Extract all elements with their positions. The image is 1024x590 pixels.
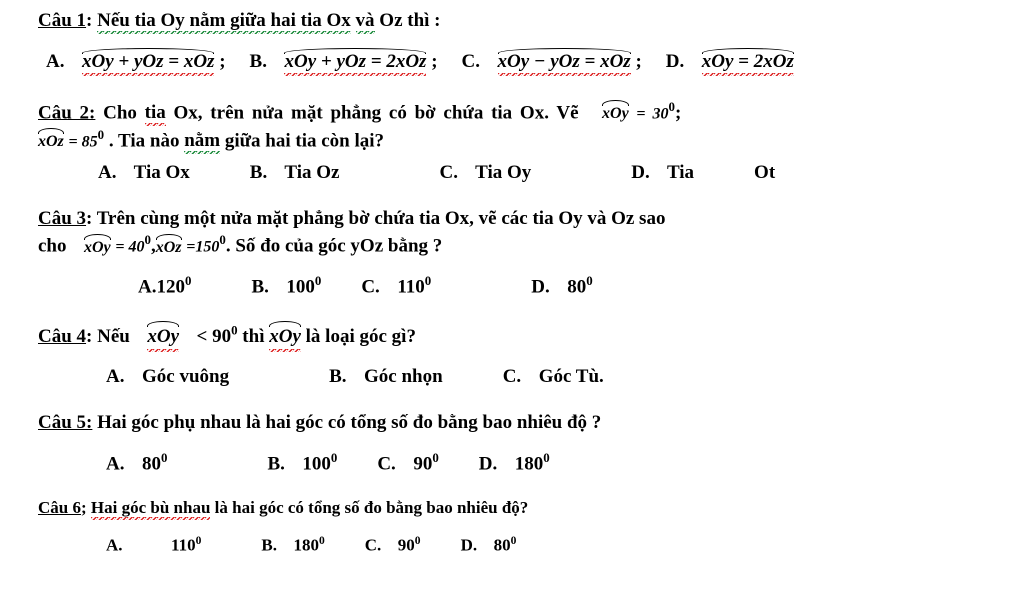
question-6-stem-1: Hai góc bù nhau: [91, 498, 211, 520]
question-1-answers: [38, 48, 1010, 76]
answer-4-B-key: B.: [329, 366, 347, 388]
question-2-angle-1-unit: 0: [668, 98, 675, 114]
answer-6-B-text: 180: [293, 535, 319, 555]
question-2-stem-3: . Tia nào: [108, 129, 180, 151]
question-2-stem-2: Ox, trên nửa mặt phẳng có bờ chứa tia Ox. Vẽ: [173, 101, 579, 123]
answer-5-C-text: 90: [413, 453, 433, 475]
answer-1-D-key: D.: [665, 50, 685, 72]
answer-3-B-key: B.: [251, 276, 269, 298]
question-block-6: [0, 497, 1024, 556]
answer-3-D-key: D.: [531, 276, 550, 298]
answer-5-B-text: 100: [302, 453, 331, 475]
question-1-stem: [38, 8, 1010, 34]
answer-5-C: [377, 450, 438, 475]
question-2-angle-1-tail: ;: [675, 101, 682, 123]
question-3-angle-2-unit: 0: [219, 232, 226, 248]
question-4-angle-2: xOy: [269, 321, 301, 353]
answer-4-C-key: C.: [502, 366, 522, 388]
answer-5-A-unit: 0: [160, 449, 168, 465]
answer-5-B-unit: 0: [330, 449, 338, 465]
answer-6-C-text: 90: [397, 535, 415, 555]
answer-6-C: [365, 534, 421, 556]
question-5-stem-1: Hai góc phụ nhau là hai góc có tổng số đo bằng bao nhiêu độ ?: [97, 412, 602, 434]
question-block-2: [0, 98, 1024, 184]
answer-2-D-text: Tia: [666, 161, 695, 183]
question-block-1: [0, 8, 1024, 76]
answer-3-C-key: C.: [361, 276, 380, 298]
answer-6-B-key: B.: [261, 535, 277, 555]
question-2-stem-4: giữa hai tia còn lại?: [224, 129, 385, 151]
answer-5-D-key: D.: [478, 453, 498, 475]
answer-2-C-key: C.: [439, 161, 458, 183]
answer-4-A-text: Góc vuông: [141, 366, 230, 388]
answer-4-B: [329, 366, 443, 388]
question-6-label: Câu 6: [38, 498, 81, 518]
question-2-stem: [38, 98, 1010, 126]
answer-2-C-text: Tia Oy: [475, 161, 532, 183]
question-2-stem-1: Cho: [103, 101, 137, 123]
question-2-stem-tia: tia: [145, 102, 166, 126]
answer-6-C-unit: 0: [414, 534, 421, 548]
question-4-stem-1: Nếu: [97, 325, 130, 347]
question-3-stem: [38, 206, 1010, 232]
question-6-label-sep: ;: [80, 498, 87, 518]
answer-5-C-unit: 0: [432, 449, 439, 465]
answer-2-A-key: A.: [98, 161, 117, 183]
question-3-stem-3: . Số đo của góc yOz bằng ?: [225, 235, 443, 257]
answer-5-A-text: 80: [141, 453, 161, 475]
answer-1-C-expr: xOy − yOz = xOz: [498, 48, 631, 76]
question-3-label-sep: :: [86, 207, 93, 229]
answer-4-B-text: Góc nhọn: [364, 366, 443, 388]
answer-3-C-unit: 0: [424, 273, 432, 289]
answer-1-A-key: A.: [46, 50, 65, 72]
answer-6-A-text: 110: [171, 535, 196, 555]
question-3-stem-1: Trên cùng một nửa mặt phẳng bờ chứa tia Ox, vẽ các tia Oy và Oz sao: [96, 207, 666, 229]
answer-3-B-text: 100: [286, 276, 315, 298]
question-4-stem-2: < 90: [196, 325, 232, 347]
answer-6-D-text: 80: [493, 535, 511, 555]
question-4-answers: [38, 366, 1010, 388]
answer-5-B: [267, 450, 337, 475]
question-5-answers: [38, 450, 1010, 475]
answer-3-D-unit: 0: [586, 273, 593, 289]
answer-3-B: [251, 273, 321, 298]
answer-1-A: [46, 48, 226, 76]
question-2-angle-1: xOy: [602, 100, 629, 125]
question-2-stem-line-2: [38, 126, 1010, 154]
answer-2-C: [439, 162, 531, 184]
answer-2-D-extra: Ot: [754, 161, 776, 183]
question-3-angle-sep: ,: [150, 235, 156, 257]
question-2-stem-nam: nằm: [184, 130, 220, 154]
question-1-label: Câu 1: [38, 10, 87, 31]
answer-4-A-key: A.: [106, 366, 125, 388]
answer-1-C: [462, 48, 642, 76]
answer-4-A: [106, 366, 229, 388]
answer-3-C: [361, 273, 431, 298]
question-block-3: [0, 206, 1024, 299]
answer-1-C-key: C.: [461, 50, 481, 72]
question-5-label: Câu 5:: [38, 412, 93, 434]
question-1-stem-part-2: và: [356, 10, 375, 34]
answer-1-C-tail: ;: [635, 50, 642, 72]
answer-4-C-text: Góc Tù.: [538, 366, 604, 388]
answer-2-A: [98, 162, 190, 184]
answer-6-A: [106, 534, 201, 556]
answer-1-B-key: B.: [249, 50, 267, 72]
answer-3-B-unit: 0: [314, 273, 322, 289]
answer-3-C-text: 110: [397, 276, 425, 298]
question-6-stem: [38, 497, 1010, 520]
question-3-angle-1-unit: 0: [144, 232, 151, 248]
answer-5-D-text: 180: [514, 453, 544, 475]
question-3-answers: [38, 273, 1010, 298]
question-3-angle-1-value: = 40: [115, 238, 145, 256]
question-1-stem-part-3: Oz thì :: [379, 10, 441, 31]
answer-6-B-unit: 0: [318, 534, 325, 548]
question-3-stem-2: cho: [38, 235, 67, 257]
answer-5-B-key: B.: [267, 453, 285, 475]
answer-2-B: [250, 162, 340, 184]
question-2-answers: [38, 162, 1010, 184]
answer-1-D: [666, 48, 794, 76]
question-3-angle-2: xOz: [156, 234, 182, 259]
question-2-angle-2: xOz: [38, 128, 64, 153]
question-4-label: Câu 4: [38, 325, 87, 347]
question-2-label: Câu 2:: [38, 101, 96, 123]
answer-6-D: [461, 534, 517, 556]
answer-3-D: [531, 273, 592, 298]
answer-2-B-key: B.: [249, 161, 268, 183]
question-2-angle-2-value: = 85: [68, 132, 98, 150]
answer-3-A: [138, 273, 191, 298]
answer-6-B: [261, 534, 324, 556]
answer-2-A-text: Tia Ox: [133, 161, 190, 183]
question-5-stem: [38, 410, 1010, 436]
question-2-angle-1-value: = 30: [636, 104, 669, 122]
answer-1-B-tail: ;: [431, 50, 438, 72]
question-6-answers: [38, 534, 1010, 556]
question-1-stem-part-1: Nếu tia Oy nằm giữa hai tia Ox: [97, 10, 351, 34]
answer-6-A-key: A.: [106, 535, 123, 555]
question-4-angle-1: xOy: [147, 321, 179, 353]
answer-1-D-expr: xOy = 2xOz: [702, 48, 794, 76]
question-3-stem-line-2: [38, 231, 1010, 259]
answer-6-D-unit: 0: [510, 534, 517, 548]
question-4-stem-2-unit: 0: [231, 322, 238, 338]
answer-5-A-key: A.: [106, 453, 125, 475]
question-4-stem-4: là loại góc gì?: [305, 325, 416, 347]
answer-1-A-expr: xOy + yOz = xOz: [82, 48, 214, 76]
question-1-label-sep: :: [86, 10, 93, 31]
answer-5-C-key: C.: [377, 453, 396, 475]
question-4-label-sep: :: [86, 325, 93, 347]
question-block-4: [0, 321, 1024, 389]
answer-1-B-expr: xOy + yOz = 2xOz: [284, 48, 426, 76]
question-block-5: [0, 410, 1024, 475]
answer-2-D: [631, 162, 694, 184]
answer-4-C: [503, 366, 604, 388]
answer-5-A: [106, 450, 167, 475]
answer-6-D-key: D.: [460, 535, 478, 555]
question-4-stem-3: thì: [242, 325, 265, 347]
answer-6-C-key: C.: [364, 535, 382, 555]
question-3-label: Câu 3: [38, 207, 87, 229]
question-2-angle-2-unit: 0: [97, 126, 105, 142]
answer-3-D-text: 80: [567, 276, 587, 298]
question-3-angle-1: xOy: [84, 234, 111, 259]
question-3-angle-2-value: =150: [186, 238, 220, 256]
answer-6-A-unit: 0: [195, 534, 202, 548]
question-4-stem: [38, 321, 1010, 353]
answer-2-D-key: D.: [631, 161, 650, 183]
answer-2-B-text: Tia Oz: [284, 161, 340, 183]
answer-3-A-text: 120: [156, 276, 185, 298]
answer-5-D-unit: 0: [543, 449, 550, 465]
question-6-stem-2: là hai góc có tổng số đo bằng bao nhiêu độ?: [214, 498, 529, 518]
answer-3-A-unit: 0: [184, 273, 192, 289]
answer-1-A-tail: ;: [219, 50, 226, 72]
answer-3-A-key: A.: [138, 276, 157, 298]
answer-1-B: [250, 48, 438, 76]
answer-5-D: [479, 450, 550, 475]
